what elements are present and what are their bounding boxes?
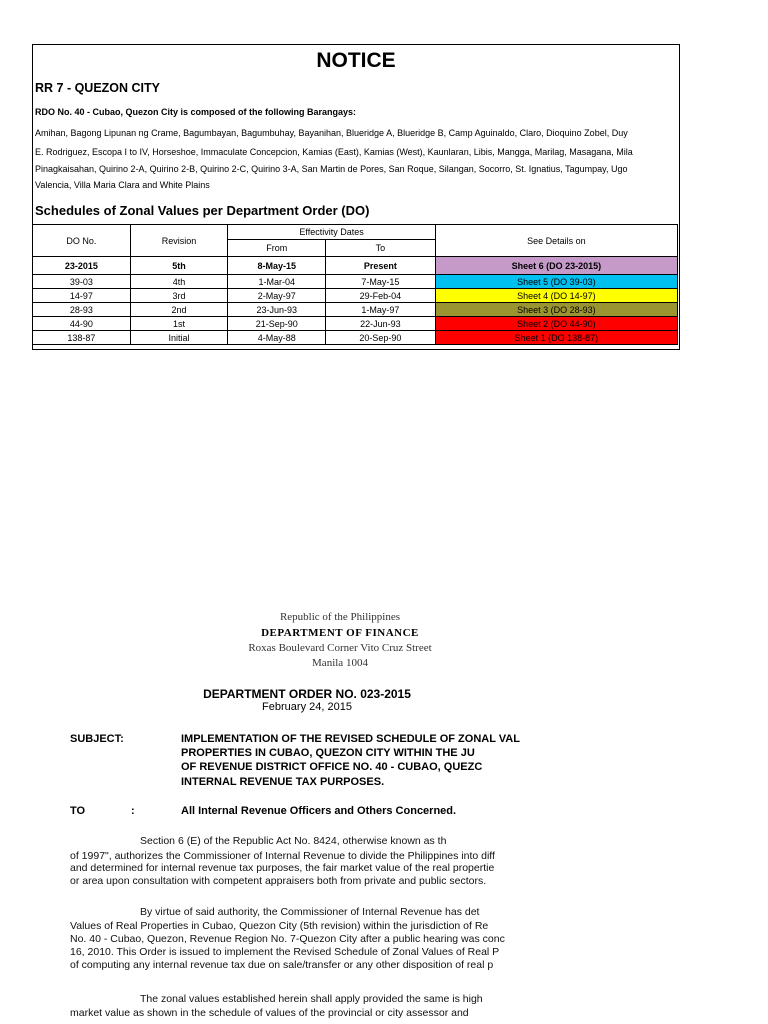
to-recipients: All Internal Revenue Officers and Others Concerned. [181,805,457,817]
sheet-link[interactable]: Sheet 2 (DO 44-90) [435,317,677,331]
sheet-link[interactable]: Sheet 3 (DO 28-93) [435,303,677,317]
cell-do-no: 23-2015 [33,257,131,275]
cell-from: 2-May-97 [228,289,326,303]
paragraph-line: of computing any internal revenue tax due on sale/transfer or any other disposition of real p [70,959,494,971]
table-row [33,257,678,275]
department-order-scan [0,600,768,1024]
cell-to: 29-Feb-04 [326,289,436,303]
paragraph-line: No. 40 - Cubao, Quezon, Revenue Region No. 7-Quezon City after a public hearing was conc [70,933,505,945]
paragraph-line: market value as shown in the schedule of values of the provincial or city assessor and [70,1007,469,1019]
header-details: See Details on [435,225,677,257]
table-row [33,317,678,331]
sheet-link[interactable]: Sheet 4 (DO 14-97) [435,289,677,303]
cell-do-no: 28-93 [33,303,131,317]
table-row [33,275,678,289]
cell-to: 1-May-97 [326,303,436,317]
department-address: Roxas Boulevard Corner Vito Cruz Street [248,642,432,654]
cell-do-no: 138-87 [33,331,131,345]
header-to: To [326,240,436,257]
order-date: February 24, 2015 [262,701,352,713]
cell-revision: Initial [130,331,228,345]
rdo-description: RDO No. 40 - Cubao, Quezon City is composed of the following Barangays: [35,107,357,117]
cell-revision: 1st [130,317,228,331]
barangay-line: Pinagkaisahan, Quirino 2-A, Quirino 2-B, Quirino 2-C, Quirino 3-A, San Martin de Pores, San Roque, Silangan, Socorro, St. Ignatius, Tagumpay, Ugo [35,164,628,174]
barangay-line: Amihan, Bagong Lipunan ng Crame, Bagumbayan, Bagumbuhay, Bayanihan, Blueridge A, Blueridge B, Camp Aguinaldo, Claro, Dioquino Zobel, Duy [35,128,628,138]
header-effectivity: Effectivity Dates [228,225,435,240]
cell-do-no: 14-97 [33,289,131,303]
paragraph-line: By virtue of said authority, the Commissioner of Internal Revenue has det [140,906,480,918]
to-label: TO [70,805,86,817]
sheet-link[interactable]: Sheet 5 (DO 39-03) [435,275,677,289]
sheet-link[interactable]: Sheet 1 (DO 138-87) [435,331,677,345]
subject-line: INTERNAL REVENUE TAX PURPOSES. [181,776,385,788]
paragraph-line: The zonal values established herein shall apply provided the same is high [140,993,483,1005]
header-do-no: DO No. [33,225,131,257]
table-row [33,303,678,317]
table-row [33,331,678,345]
cell-revision: 4th [130,275,228,289]
subject-line: OF REVENUE DISTRICT OFFICE NO. 40 - CUBAO, QUEZC [181,761,483,773]
department-name: DEPARTMENT OF FINANCE [261,627,419,639]
paragraph-line: and determined for internal revenue tax purposes, the fair market value of the real propertie [70,862,495,874]
table-row [33,289,678,303]
department-city: Manila 1004 [312,657,368,669]
cell-from: 23-Jun-93 [228,303,326,317]
cell-do-no: 39-03 [33,275,131,289]
paragraph-line: Values of Real Properties in Cubao, Quezon City (5th revision) within the jurisdiction of Re [70,920,489,932]
notice-sheet [32,44,680,350]
cell-revision: 2nd [130,303,228,317]
cell-revision: 3rd [130,289,228,303]
cell-to: Present [326,257,436,275]
schedule-heading: Schedules of Zonal Values per Department Order (DO) [35,203,370,218]
paragraph-line: 16, 2010. This Order is issued to implement the Revised Schedule of Zonal Values of Real P [70,946,500,958]
subject-line: PROPERTIES IN CUBAO, QUEZON CITY WITHIN THE JU [181,747,475,759]
subject-label: SUBJECT: [70,733,124,745]
cell-to: 7-May-15 [326,275,436,289]
zonal-schedule-table [32,224,678,345]
header-revision: Revision [130,225,228,257]
cell-to: 22-Jun-93 [326,317,436,331]
sheet-link[interactable]: Sheet 6 (DO 23-2015) [435,257,677,275]
republic-line: Republic of the Philippines [279,611,401,623]
cell-from: 1-Mar-04 [228,275,326,289]
paragraph-line: Section 6 (E) of the Republic Act No. 8424, otherwise known as th [140,835,447,847]
order-number: DEPARTMENT ORDER NO. 023-2015 [203,687,411,701]
cell-do-no: 44-90 [33,317,131,331]
paragraph-line: or area upon consultation with competent appraisers both from private and public sectors. [70,875,487,887]
header-from: From [228,240,326,257]
subject-line: IMPLEMENTATION OF THE REVISED SCHEDULE OF ZONAL VAL [181,733,520,745]
cell-from: 21-Sep-90 [228,317,326,331]
barangay-line: Valencia, Villa Maria Clara and White Plains [35,180,210,190]
region-heading: RR 7 - QUEZON CITY [35,81,161,95]
cell-from: 8-May-15 [228,257,326,275]
barangay-line: E. Rodriguez, Escopa I to IV, Horseshoe, Immaculate Concepcion, Kamias (East), Kamias (West), Kaunlaran, Libis, Mangga, Marilag, Masagana, Mila [35,147,633,157]
paragraph-line: of 1997", authorizes the Commissioner of Internal Revenue to divide the Philippines into diff [70,850,495,862]
to-colon: : [131,805,135,817]
cell-to: 20-Sep-90 [326,331,436,345]
notice-title: NOTICE [316,49,396,72]
cell-from: 4-May-88 [228,331,326,345]
cell-revision: 5th [130,257,228,275]
